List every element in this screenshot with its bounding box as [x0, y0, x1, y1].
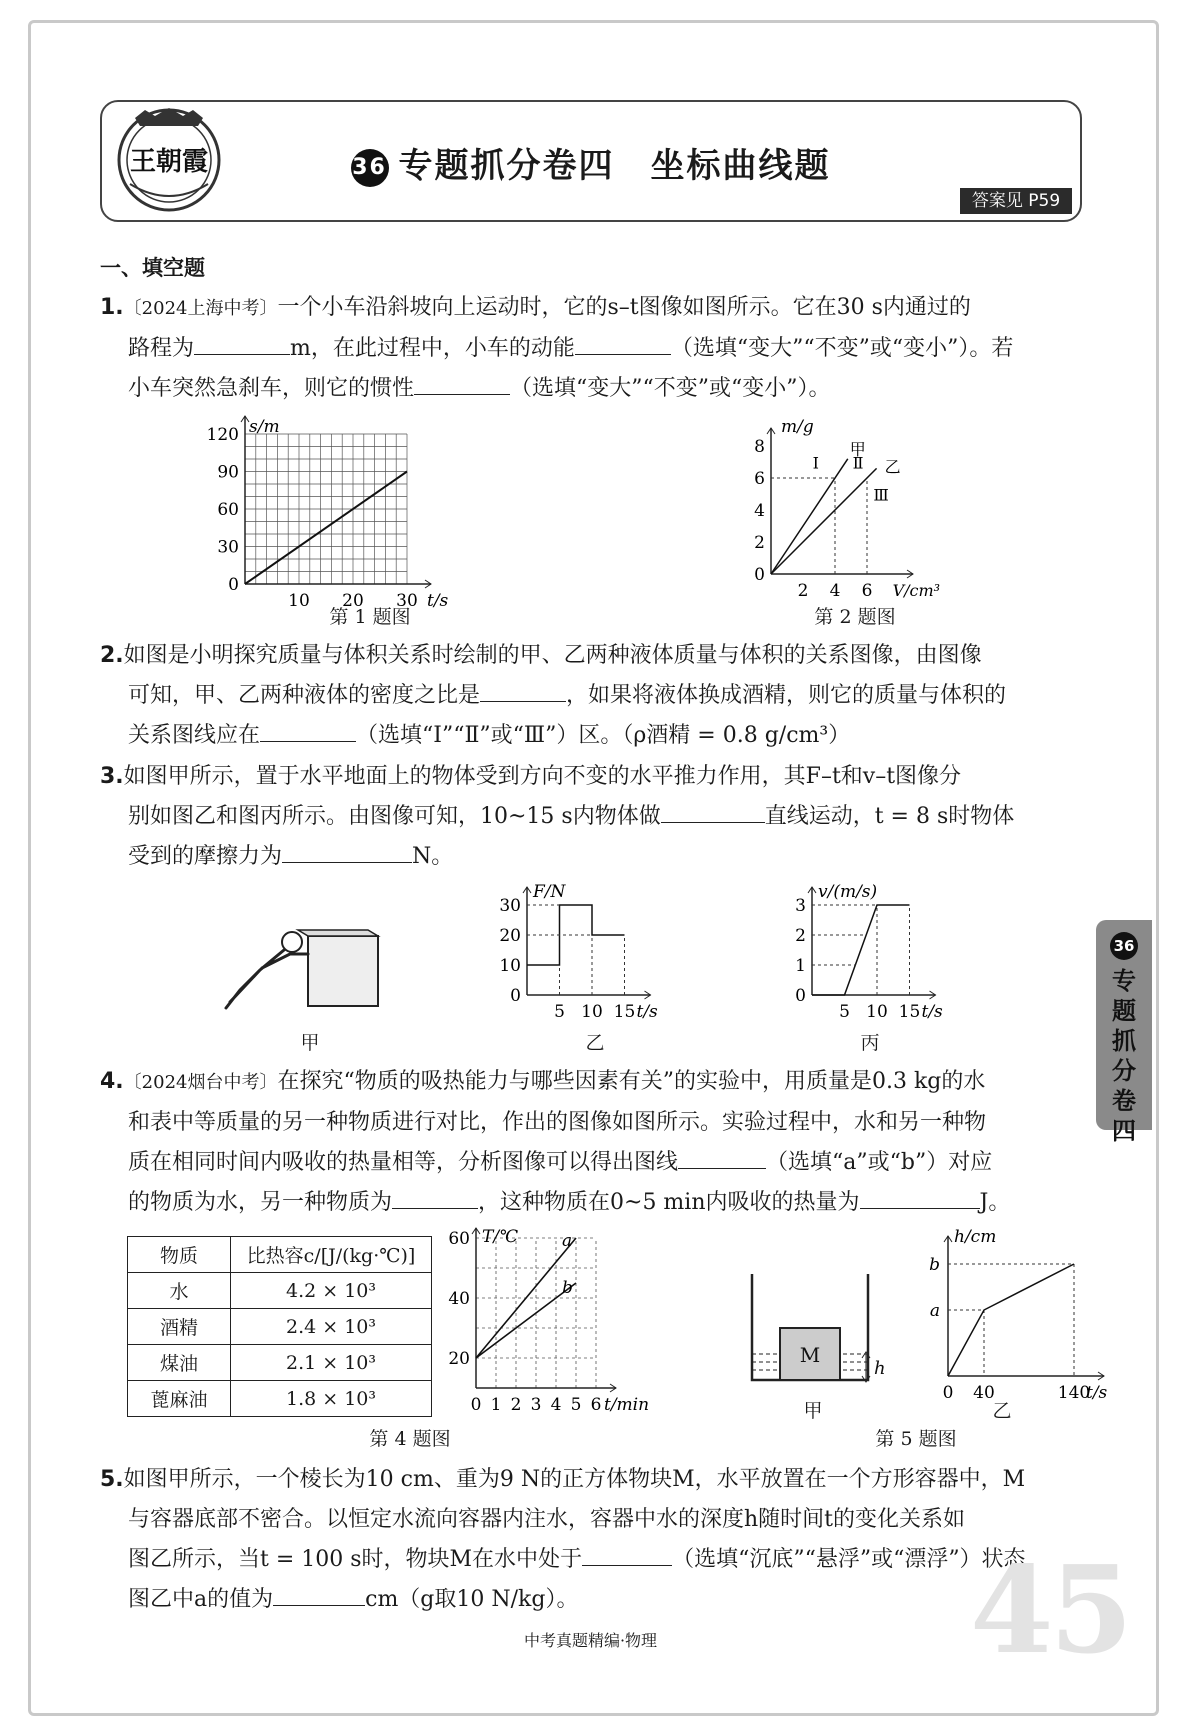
fig1-caption: 第 1 题图	[329, 606, 411, 628]
question-4	[100, 1062, 1082, 1223]
q2-blank-2[interactable]	[260, 719, 356, 742]
q3-line2a: 别如图乙和图丙所示。由图像可知，10~15 s内物体做	[128, 804, 661, 829]
y-axis-label: h/cm	[954, 1227, 997, 1247]
series-line-jia	[771, 459, 848, 574]
q3-line2b: 直线运动，t = 8 s时物体	[764, 804, 1015, 829]
region-label-I: Ⅰ	[812, 453, 819, 473]
fig3-yi-caption: 乙	[585, 1032, 605, 1054]
x-tick-label: 0	[942, 1383, 954, 1403]
q2-line3b: （选填“Ⅰ”“Ⅱ”或“Ⅲ”）区。	[356, 723, 623, 748]
q5-line2: 与容器底部不密合。以恒定水流向容器内注水，容器中水的深度h随时间t的变化关系如	[128, 1507, 966, 1532]
q5-number: 5.	[100, 1467, 124, 1492]
table-cell: 水	[128, 1273, 231, 1309]
q4-line2: 和表中等质量的另一种物质进行对比，作出的图像如图所示。实验过程中，水和另一种物	[128, 1110, 987, 1135]
q1-number: 1.	[100, 295, 124, 320]
title-text: 专题抓分卷四 坐标曲线题	[398, 146, 831, 186]
series-label-b: b	[562, 1278, 573, 1298]
table-header: 比热容c/[J/(kg·℃)]	[231, 1237, 432, 1273]
x-axis-label: t/s	[427, 591, 449, 611]
fig5-container-diagram	[748, 1270, 898, 1390]
q3-line1: 如图甲所示，置于水平地面上的物体受到方向不变的水平推力作用，其F–t和v–t图像分	[123, 764, 962, 789]
y-tick-label: 3	[795, 896, 806, 916]
specific-heat-table	[127, 1236, 432, 1417]
fig5-jia-caption: 甲	[803, 1400, 823, 1422]
y-axis-label: m/g	[781, 417, 814, 437]
x-tick-label: 40	[973, 1383, 995, 1403]
fig4-caption: 第 4 题图	[369, 1428, 451, 1450]
y-tick-label: 30	[499, 896, 521, 916]
y-tick-label: 1	[795, 956, 806, 976]
series-line-h	[948, 1264, 1074, 1376]
q2-line1: 如图是小明探究质量与体积关系时绘制的甲、乙两种液体质量与体积的关系图像，由图像	[123, 643, 982, 668]
series-line-yi	[771, 468, 877, 574]
y-axis-label: F/N	[533, 882, 566, 902]
question-5	[100, 1460, 1082, 1620]
q1-line2c: （选填“变大”“不变”或“变小”）。若	[670, 336, 1014, 361]
series-line-b	[476, 1283, 576, 1358]
y-tick-label: 2	[754, 533, 765, 553]
x-axis-label: t/s	[636, 1002, 658, 1022]
q4-line4c: J。	[979, 1190, 1011, 1215]
footer: 中考真题精编·物理	[523, 1631, 658, 1650]
q1-blank-1[interactable]	[194, 332, 290, 355]
table-row	[128, 1309, 432, 1345]
x-tick-label: 4	[550, 1395, 562, 1415]
table-cell: 2.1 × 10³	[231, 1345, 432, 1381]
answer-reference: 答案见 P59	[960, 188, 1072, 214]
q3-blank-1[interactable]	[661, 800, 765, 823]
table-cell: 4.2 × 10³	[231, 1273, 432, 1309]
q1-blank-2[interactable]	[575, 332, 671, 355]
x-tick-label: 10	[581, 1002, 603, 1022]
chart-fig3-v	[780, 883, 970, 1023]
series-line-v	[812, 905, 910, 995]
q2-line2a: 可知，甲、乙两种液体的密度之比是	[128, 683, 481, 708]
y-tick-label: 0	[754, 565, 765, 585]
y-tick-label: 10	[499, 956, 521, 976]
y-axis-label: s/m	[249, 417, 280, 437]
x-tick-label: 3	[530, 1395, 542, 1415]
y-tick-label: 0	[228, 575, 239, 595]
q1-blank-3[interactable]	[414, 372, 510, 395]
q5-blank-1[interactable]	[582, 1543, 672, 1566]
section-title: 一、填空题	[100, 256, 205, 280]
fig3-bing-caption: 丙	[860, 1032, 880, 1054]
page-title	[0, 138, 1181, 187]
q2-line3c: （ρ酒精 = 0.8 g/cm³）	[622, 723, 851, 748]
table-cell: 酒精	[128, 1309, 231, 1345]
q4-line4b: ，这种物质在0~5 min内吸收的热量为	[478, 1190, 860, 1215]
q4-line1: 在探究“物质的吸热能力与哪些因素有关”的实验中，用质量是0.3 kg的水	[277, 1069, 986, 1094]
y-tick-label: 2	[795, 926, 806, 946]
table-header-row	[128, 1237, 432, 1273]
x-tick-label: 4	[829, 581, 841, 601]
table-row	[128, 1345, 432, 1381]
q5-line4a: 图乙中a的值为	[128, 1587, 274, 1612]
chart-fig4	[440, 1228, 680, 1413]
q2-number: 2.	[100, 643, 124, 668]
y-tick-label: a	[929, 1301, 940, 1321]
y-axis-label: T/℃	[482, 1227, 519, 1247]
y-tick-label: 0	[795, 986, 806, 1006]
x-axis-label: t/s	[1086, 1383, 1108, 1403]
q1-line3a: 小车突然急刹车，则它的惯性	[128, 376, 415, 401]
chart-fig3-F	[495, 883, 685, 1023]
x-tick-label: 15	[613, 1002, 636, 1022]
x-tick-label: 5	[554, 1002, 565, 1022]
x-tick-label: 10	[288, 591, 310, 611]
q4-blank-3[interactable]	[860, 1186, 980, 1209]
x-tick-label: 1	[490, 1395, 502, 1415]
y-tick-label: 6	[754, 469, 765, 489]
fig3-person-pushing-box-icon	[220, 920, 400, 1020]
q2-line3a: 关系图线应在	[128, 723, 261, 748]
y-tick-label: b	[929, 1255, 940, 1275]
table-header: 物质	[128, 1237, 231, 1273]
question-2	[100, 636, 1082, 756]
series-label-a: a	[562, 1231, 573, 1251]
y-axis-label: v/(m/s)	[818, 882, 878, 902]
fig5-depth-label: h	[874, 1358, 886, 1379]
question-1	[100, 288, 1082, 409]
y-tick-label: 120	[206, 425, 239, 445]
table-row	[128, 1381, 432, 1417]
x-axis-label: t/s	[921, 1002, 943, 1022]
q1-line1: 一个小车沿斜坡向上运动时，它的s–t图像如图所示。它在30 s内通过的	[277, 295, 971, 320]
region-label-III: Ⅲ	[873, 485, 889, 505]
q4-line3b: （选填“a”或“b”）对应	[766, 1150, 993, 1175]
fig5-caption: 第 5 题图	[875, 1428, 957, 1450]
table-row	[128, 1273, 432, 1309]
x-tick-label: 0	[470, 1395, 482, 1415]
q1-line2b: m，在此过程中，小车的动能	[290, 336, 575, 361]
y-tick-label: 4	[754, 501, 765, 521]
y-tick-label: 40	[448, 1289, 470, 1309]
region-label-II: Ⅱ	[852, 453, 864, 473]
q2-line2b: ，如果将液体换成酒精，则它的质量与体积的	[566, 683, 1007, 708]
q4-blank-1[interactable]	[678, 1146, 766, 1169]
q3-line3a: 受到的摩擦力为	[128, 844, 283, 869]
q1-source: 〔2024上海中考〕	[123, 298, 278, 319]
q5-line1: 如图甲所示，一个棱长为10 cm、重为9 N的正方体物块M，水平放置在一个方形容器中，M	[123, 1467, 1026, 1492]
q4-line4a: 的物质为水，另一种物质为	[128, 1190, 393, 1215]
y-tick-label: 90	[217, 462, 239, 483]
question-3	[100, 757, 1082, 877]
series-label-yi: 乙	[884, 457, 901, 477]
series-label-jia: 甲	[849, 439, 866, 459]
table-cell: 2.4 × 10³	[231, 1309, 432, 1345]
table-cell: 1.8 × 10³	[231, 1381, 432, 1417]
chart-fig5	[920, 1227, 1108, 1403]
fig2-caption: 第 2 题图	[814, 606, 896, 628]
x-axis-label: V/cm³	[892, 581, 941, 600]
q5-line3a: 图乙所示，当t = 100 s时，物块M在水中处于	[128, 1547, 583, 1572]
y-tick-label: 8	[754, 437, 765, 457]
x-tick-label: 6	[590, 1395, 602, 1415]
title-number-badge: 36	[351, 149, 389, 187]
fig5-yi-caption: 乙	[992, 1400, 1012, 1422]
x-tick-label: 10	[866, 1002, 888, 1022]
q5-line3b: （选填“沉底”“悬浮”或“漂浮”）状态，	[672, 1547, 1048, 1572]
x-tick-label: 2	[797, 581, 809, 601]
q4-blank-2[interactable]	[392, 1186, 478, 1209]
q3-blank-2[interactable]	[282, 840, 412, 863]
q1-line3b: （选填“变大”“不变”或“变小”）。	[510, 376, 831, 401]
q4-line3a: 质在相同时间内吸收的热量相等，分析图像可以得出图线	[128, 1150, 679, 1175]
series-line-s	[245, 472, 407, 585]
y-tick-label: 30	[217, 537, 239, 558]
q3-line3b: N。	[412, 844, 454, 869]
y-tick-label: 60	[217, 500, 239, 520]
side-tab	[1096, 920, 1152, 1145]
page-number: 45	[970, 1540, 1129, 1681]
x-tick-label: 140	[1057, 1383, 1091, 1403]
x-tick-label: 5	[839, 1002, 850, 1022]
fig5-block-label: M	[799, 1343, 821, 1367]
q4-number: 4.	[100, 1069, 124, 1094]
x-axis-label: t/min	[604, 1395, 650, 1415]
q5-line4b: cm（g取10 N/kg）。	[365, 1587, 579, 1612]
logo-text: 王朝霞	[129, 147, 209, 177]
chart-fig2	[735, 418, 965, 603]
q1-line2a: 路程为	[128, 336, 195, 361]
x-tick-label: 20	[342, 591, 364, 611]
x-tick-label: 5	[570, 1395, 582, 1415]
q5-blank-2[interactable]	[273, 1583, 365, 1606]
x-tick-label: 2	[510, 1395, 522, 1415]
q3-number: 3.	[100, 764, 124, 789]
x-tick-label: 6	[861, 581, 873, 601]
y-tick-label: 0	[510, 986, 521, 1006]
table-cell: 煤油	[128, 1345, 231, 1381]
y-tick-label: 60	[448, 1229, 470, 1249]
y-tick-label: 20	[499, 926, 521, 946]
chart-fig1	[206, 417, 505, 611]
side-tab-text: 专题抓分卷四	[1112, 967, 1136, 1145]
side-tab-number: 36	[1110, 932, 1138, 960]
y-tick-label: 20	[448, 1349, 470, 1369]
table-cell: 蓖麻油	[128, 1381, 231, 1417]
q2-blank-1[interactable]	[480, 679, 566, 702]
x-tick-label: 30	[396, 591, 418, 611]
q4-source: 〔2024烟台中考〕	[123, 1072, 278, 1093]
x-tick-label: 15	[898, 1002, 921, 1022]
fig3-jia-caption: 甲	[300, 1032, 320, 1054]
